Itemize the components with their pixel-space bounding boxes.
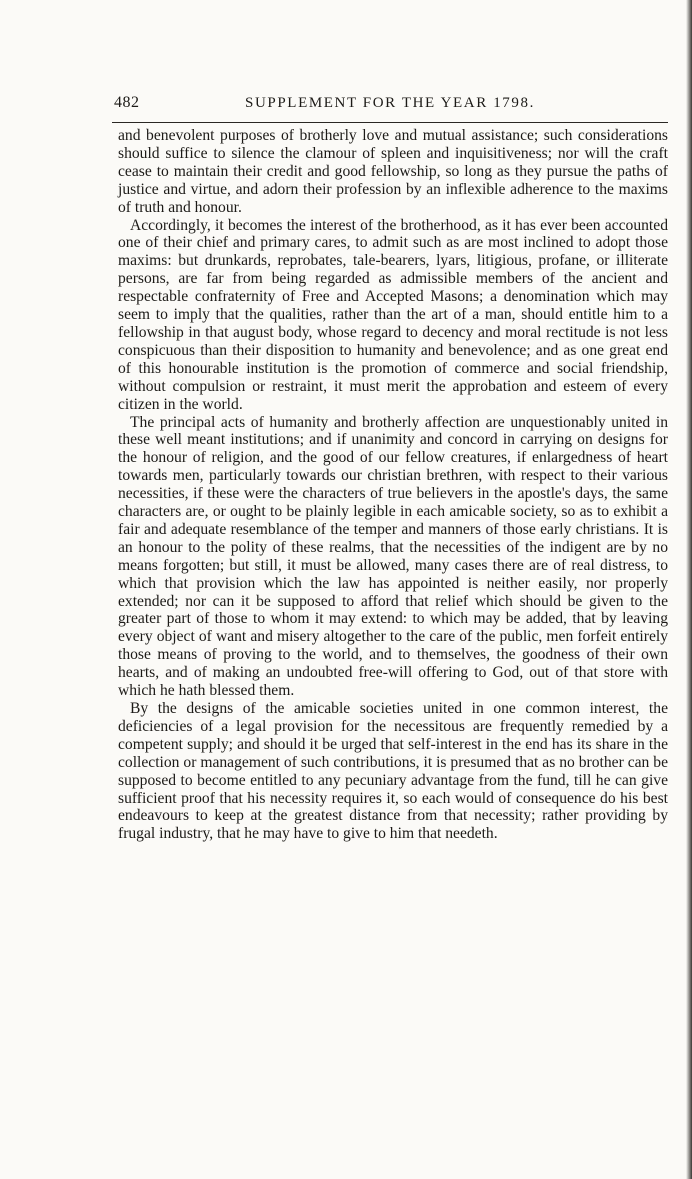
- paragraph-continued: and benevolent purposes of brotherly love and mutual assistance; such considerations should suffice to silence the clamour of spleen and inquisitiveness; nor will the craft cease to maintain their credit and good fellowship, so long as they pursue the paths of justice and virtue, and adorn their profession by an inflexible adherence to the maxims of truth and honour.: [118, 127, 668, 216]
- paragraph-accordingly: Accordingly, it becomes the interest of the brotherhood, as it has ever been accounted one of their chief and primary cares, to admit such as are most inclined to adopt those maxims: but drunkards, reprobates, tale-bearers, lyars, litigious, profane, or illiterate persons, are far from being regarded as admissible members of the ancient and respectable confraternity of Free and Accepted Masons; a denomination which may seem to imply that the qualities, rather than the art of a man, should entitle him to a fellowship in that august body, whose regard to decency and moral rectitude is not less conspicuous than their disposition to humanity and benevolence; and as one great end of this honourable institution is the promotion of commerce and social friendship, without compulsion or restraint, it must merit the approbation and esteem of every citizen in the world.: [118, 216, 668, 413]
- header-rule: [112, 122, 668, 123]
- page-number: 482: [114, 94, 140, 111]
- running-head: SUPPLEMENT FOR THE YEAR 1798.: [245, 95, 535, 111]
- paragraph-amicable-societies: By the designs of the amicable societies united in one common interest, the deficiencies of a legal provision for the necessitous are frequently remedied by a competent supply; and should it be urged that self-interest in the end has its share in the collection or management of such contributions, it is presumed that as no brother can be supposed to become entitled to any pecuniary advantage from the fund, till he can give sufficient proof that his necessity requires it, so each would of consequence do his best endeavours to keep at the greatest distance from that necessity; rather providing by frugal industry, that he may have to give to him that needeth.: [118, 700, 668, 843]
- body-text: [118, 127, 668, 843]
- page-edge-shadow: [686, 0, 692, 1179]
- page-header: [112, 94, 668, 116]
- paragraph-principal-acts: The principal acts of humanity and brotherly affection are unquestionably united in these well meant institutions; and if unanimity and concord in carrying on designs for the honour of religion, and the good of our fellow creatures, if enlargedness of heart towards men, particularly towards our christian brethren, with respect to their various necessities, if these were the characters of true believers in the apostle's days, the same characters are, or ought to be plainly legible in each amicable society, so as to exhibit a fair and adequate resemblance of the temper and manners of those early christians. It is an honour to the polity of these realms, that the necessities of the indigent are by no means forgotten; but still, it must be allowed, many cases there are of real distress, to which that provision which the law has appointed is neither easily, nor properly extended; nor can it be supposed to afford that relief which should be given to the greater part of those to whom it may extend: to which may be added, that by leaving every object of want and misery altogether to the care of the public, men forfeit entirely those means of proving to the world, and to themselves, the goodness of their own hearts, and of making an undoubted free-will offering to God, out of that store with which he hath blessed them.: [118, 413, 668, 700]
